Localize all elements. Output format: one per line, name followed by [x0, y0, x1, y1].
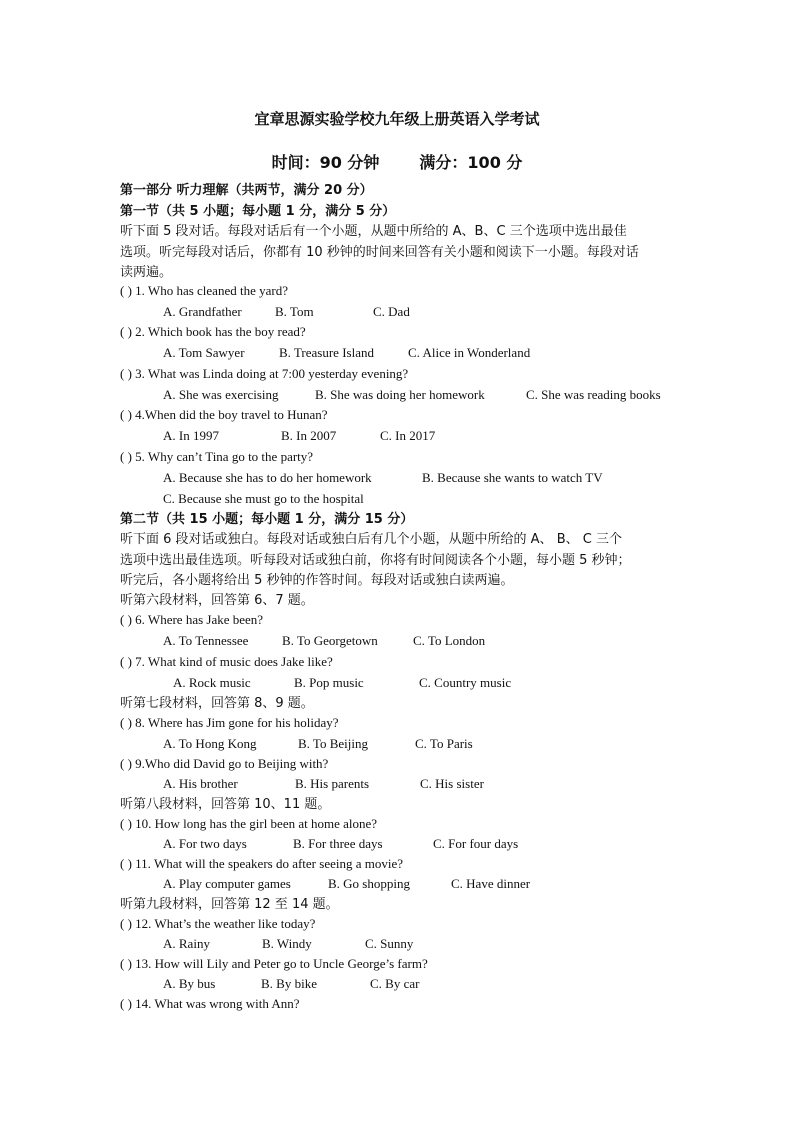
question-12: ( ) 12. What’s the weather like today?	[120, 916, 316, 931]
option: B. Treasure Island	[279, 345, 374, 360]
option: B. Go shopping	[328, 876, 410, 891]
option: C. For four days	[433, 836, 519, 851]
option: B. Tom	[275, 304, 314, 319]
option: A. Play computer games	[163, 876, 291, 891]
section1-instructions-line: 读两遍。	[120, 265, 173, 280]
option: B. For three days	[293, 836, 383, 851]
option: A. Tom Sawyer	[163, 345, 245, 360]
option: B. She was doing her homework	[315, 387, 485, 402]
option: C. Have dinner	[451, 876, 531, 891]
question-13: ( ) 13. How will Lily and Peter go to Uncle George’s farm?	[120, 956, 428, 971]
exam-title: 宜章思源实验学校九年级上册英语入学考试	[254, 110, 540, 128]
option: C. She was reading books	[526, 387, 661, 402]
option: A. To Hong Kong	[163, 736, 257, 751]
option: A. To Tennessee	[163, 633, 249, 648]
option: B. In 2007	[281, 428, 337, 443]
option: A. By bus	[163, 976, 216, 991]
option: A. In 1997	[163, 428, 219, 443]
material-9-note: 听第九段材料，回答第 12 至 14 题。	[120, 897, 339, 912]
option: C. To Paris	[415, 736, 473, 751]
section2-instructions-line: 选项中选出最佳选项。听每段对话或独白前，你将有时间阅读各个小题，每小题 5 秒钟；	[120, 553, 631, 568]
question-7: ( ) 7. What kind of music does Jake like?	[120, 654, 333, 669]
question-9: ( ) 9.Who did David go to Beijing with?	[120, 756, 329, 771]
option: C. In 2017	[380, 428, 436, 443]
option: A. Rainy	[163, 936, 210, 951]
question-8: ( ) 8. Where has Jim gone for his holiday?	[120, 715, 339, 730]
option: B. To Beijing	[298, 736, 368, 751]
option: C. By car	[370, 976, 420, 991]
option: C. Because she must go to the hospital	[163, 491, 364, 506]
option: C. Dad	[373, 304, 410, 319]
option: B. Windy	[262, 936, 312, 951]
exam-score: 满分：100 分	[419, 153, 523, 172]
section1-instructions-line: 听下面 5 段对话。每段对话后有一个小题，从题中所给的 A、B、C 三个选项中选出最佳	[120, 224, 627, 239]
option: A. She was exercising	[163, 387, 279, 402]
option: A. Grandfather	[163, 304, 242, 319]
question-10: ( ) 10. How long has the girl been at home alone?	[120, 816, 378, 831]
part1-heading: 第一部分 听力理解（共两节，满分 20 分）	[120, 183, 373, 198]
section1-instructions-line: 选项。听完每段对话后，你都有 10 秒钟的时间来回答有关小题和阅读下一小题。每段对话	[120, 245, 639, 260]
section2-heading: 第二节（共 15 小题；每小题 1 分，满分 15 分）	[120, 512, 414, 527]
material-7-note: 听第七段材料，回答第 8、9 题。	[120, 696, 314, 711]
question-3: ( ) 3. What was Linda doing at 7:00 yesterday evening?	[120, 366, 409, 381]
option: C. His sister	[420, 776, 484, 791]
section2-instructions-line: 听完后，各小题将给出 5 秒钟的作答时间。每段对话或独白读两遍。	[120, 573, 514, 588]
exam-time: 时间：90 分钟	[271, 153, 380, 172]
option: B. Because she wants to watch TV	[422, 470, 603, 485]
option: C. Sunny	[365, 936, 414, 951]
question-1: ( ) 1. Who has cleaned the yard?	[120, 283, 288, 298]
section1-heading: 第一节（共 5 小题；每小题 1 分，满分 5 分）	[120, 204, 396, 219]
option: A. Rock music	[173, 675, 251, 690]
question-6: ( ) 6. Where has Jake been?	[120, 612, 264, 627]
section2-instructions-line: 听下面 6 段对话或独白。每段对话或独白后有几个小题，从题中所给的 A、 B、 C 三个	[120, 532, 622, 547]
material-6-note: 听第六段材料，回答第 6、7 题。	[120, 593, 314, 608]
option: B. By bike	[261, 976, 317, 991]
option: A. For two days	[163, 836, 247, 851]
option: A. His brother	[163, 776, 238, 791]
question-5: ( ) 5. Why can’t Tina go to the party?	[120, 449, 314, 464]
option: B. Pop music	[294, 675, 364, 690]
question-4: ( ) 4.When did the boy travel to Hunan?	[120, 407, 328, 422]
exam-subtitle	[0, 150, 794, 173]
question-2: ( ) 2. Which book has the boy read?	[120, 324, 306, 339]
material-8-note: 听第八段材料，回答第 10、11 题。	[120, 797, 331, 812]
option: C. Alice in Wonderland	[408, 345, 531, 360]
option: C. To London	[413, 633, 486, 648]
option: B. To Georgetown	[282, 633, 378, 648]
option: B. His parents	[295, 776, 370, 791]
option: A. Because she has to do her homework	[163, 470, 372, 485]
question-14: ( ) 14. What was wrong with Ann?	[120, 996, 300, 1011]
option: C. Country music	[419, 675, 512, 690]
question-11: ( ) 11. What will the speakers do after seeing a movie?	[120, 856, 404, 871]
